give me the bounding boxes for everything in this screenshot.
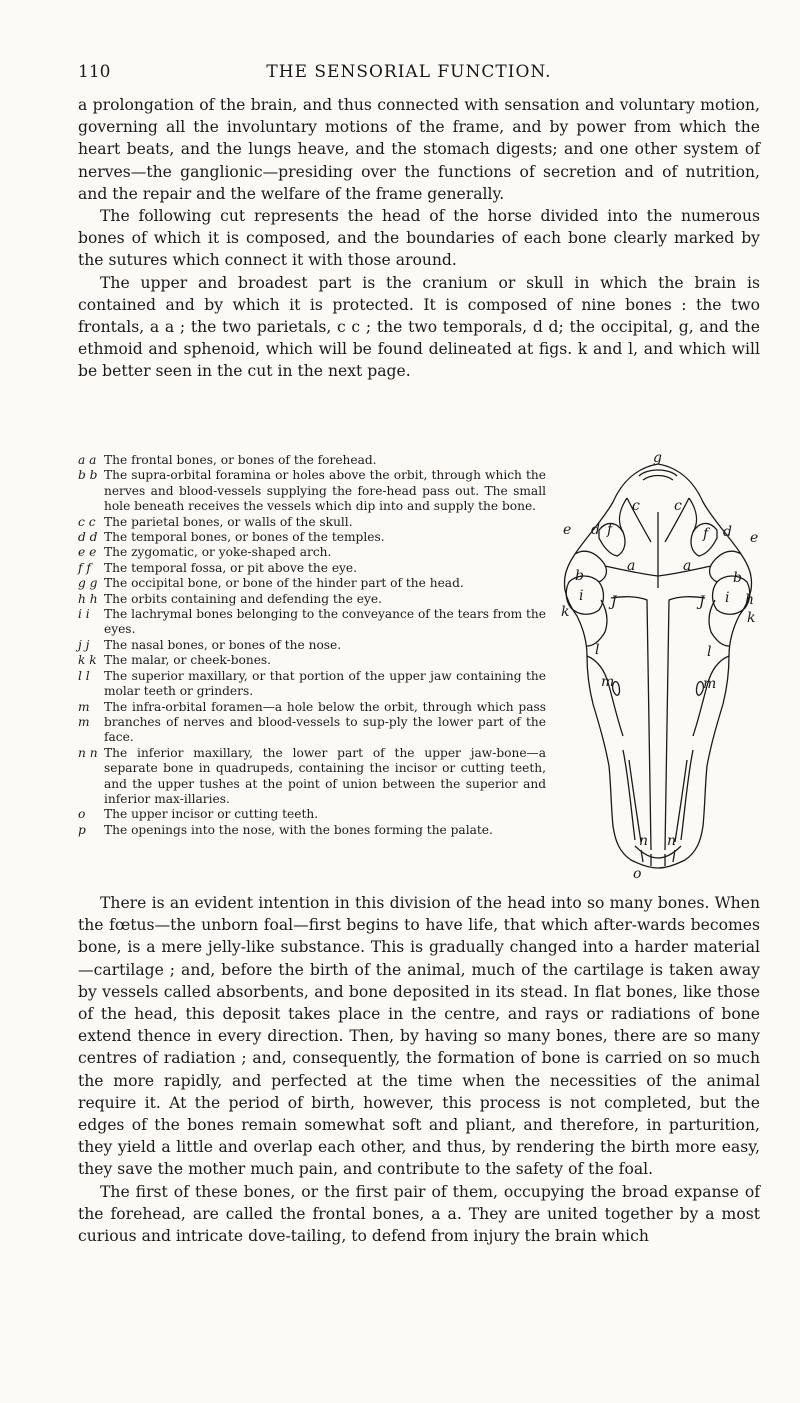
label-e-left: e <box>563 522 572 538</box>
label-k-right: k <box>747 610 756 626</box>
label-i-left: i <box>579 588 584 604</box>
legend-item <box>78 746 546 808</box>
label-c-left: c <box>632 498 640 514</box>
legend-key: k k <box>78 653 97 668</box>
legend-key: i i <box>78 607 90 622</box>
legend-item <box>78 515 546 530</box>
legend-key: n n <box>78 745 98 760</box>
incisor-teeth <box>635 846 681 866</box>
legend-text: The supra-orbital foramina or holes above the orbit, through which the nerves and blood-vessels supplying the fore-head pass out. The small hole beneath receives the vessels which dip into and supply the bone. <box>104 468 546 514</box>
nasal-suture-left <box>611 597 651 850</box>
label-m-right: m <box>703 676 717 692</box>
legend-text: The infra-orbital foramen—a hole below the orbit, through which pass branches of nerves and blood-vessels to sup-ply the lower part of the face. <box>104 699 546 745</box>
legend-key: e e <box>78 545 97 560</box>
legend-item <box>78 592 546 607</box>
legend-item <box>78 823 546 838</box>
legend-text: The orbits containing and defending the eye. <box>104 591 382 606</box>
running-title: THE SENSORIAL FUNCTION. <box>266 62 552 82</box>
label-a-left: a <box>627 558 636 574</box>
legend-item <box>78 700 546 746</box>
label-l-left: l <box>595 642 600 658</box>
body-text-top <box>78 94 760 383</box>
label-g: g <box>653 450 662 466</box>
nasal-suture-right <box>665 597 705 850</box>
legend-key: f f <box>78 560 91 575</box>
legend-item <box>78 669 546 700</box>
legend-item <box>78 545 546 560</box>
occipital-crest <box>639 470 677 480</box>
label-i-right: i <box>725 590 730 606</box>
paragraph: The following cut represents the head of the horse divided into the numerous bones of which it is composed, and the boundaries of each bone clearly marked by the sutures which connect it with those around. <box>78 207 760 270</box>
legend-key: g g <box>78 576 98 591</box>
legend-text: The zygomatic, or yoke-shaped arch. <box>104 545 332 560</box>
legend-key: d d <box>78 530 98 545</box>
figure-legend <box>78 453 546 838</box>
maxillary-suture-left <box>587 656 623 736</box>
page-header <box>78 62 740 88</box>
label-e-right: e <box>750 530 759 546</box>
paragraph: The first of these bones, or the first pair of them, occupying the broad expanse of the forehead, are called the frontal bones, a a. They are united together by a most curious and intricate dove-tailing, to defend from injury the brain which <box>78 1182 760 1246</box>
legend-text: The frontal bones, or bones of the forehead. <box>104 453 377 467</box>
incisive-right <box>675 750 693 842</box>
lachrymal-right <box>709 600 729 646</box>
legend-item <box>78 653 546 668</box>
label-l-right: l <box>707 644 712 660</box>
label-k-left: k <box>561 604 570 620</box>
legend-key: p <box>78 822 86 837</box>
legend-item <box>78 607 546 638</box>
label-m-left: m <box>601 674 615 690</box>
legend-key: c c <box>78 514 96 529</box>
paragraph: There is an evident intention in this division of the head into so many bones. When the fœtus—the unborn foal—first begins to have life, that which after-wards becomes bone, is a mere jelly-like substance. This is gradually changed into a harder material—cartilage ; and, before the birth of the animal, much of the cartilage is taken away by vessels called absorbents, and bone deposited in its stead. In flat bones, like those of the head, this deposit takes place in the centre, and rays or radiations of bone extend thence in every direction. Then, by having so many bones, there are so many centres of radiation ; and, consequently, the formation of bone is carried on so much the more rapidly, and perfected at the time when the necessities of the animal require it. At the period of birth, however, this process is not completed, but the edges of the bones remain somewhat soft and pliant, and therefore, in parturition, they yield a little and overlap each other, and thus, by rendering the birth more easy, they save the mother much pain, and contribute to the safety of the foal. <box>78 894 760 1179</box>
legend-text: The lachrymal bones belonging to the conveyance of the tears from the eyes. <box>104 607 546 637</box>
legend-text: The nasal bones, or bones of the nose. <box>104 637 342 652</box>
label-f-left: f <box>607 522 613 538</box>
legend-item <box>78 453 546 468</box>
label-n-right: n <box>667 833 677 849</box>
legend-key: l l <box>78 668 90 683</box>
legend-text: The parietal bones, or walls of the skull. <box>104 514 353 529</box>
paragraph: a prolongation of the brain, and thus connected with sensation and voluntary motion, governing all the involuntary motions of the frame, and by power from which the heart beats, and the lungs heave, and the stomach digests; and one other system of nerves—the ganglionic—presiding over the functions of secretion and of nutrition, and the repair and the welfare of the frame generally. <box>78 96 760 203</box>
legend-item <box>78 468 546 514</box>
legend-key: b b <box>78 468 98 483</box>
legend-item <box>78 807 546 822</box>
label-h: h <box>745 592 755 608</box>
legend-key: j j <box>78 637 90 652</box>
orbit-left <box>566 576 603 614</box>
legend-key: o <box>78 807 86 822</box>
legend-item <box>78 638 546 653</box>
legend-text: The upper incisor or cutting teeth. <box>104 807 319 822</box>
legend-key: h h <box>78 591 98 606</box>
legend-text: The temporal bones, or bones of the temples. <box>104 530 385 545</box>
label-b-left: b <box>575 568 584 584</box>
legend-text: The temporal fossa, or pit above the eye. <box>104 560 358 575</box>
legend-text: The occipital bone, or bone of the hinder part of the head. <box>104 576 464 591</box>
legend-item <box>78 576 546 591</box>
incisive-left <box>623 750 641 842</box>
label-d-left: d <box>591 522 600 538</box>
label-c-right: c <box>674 498 682 514</box>
label-n-left: n <box>639 833 649 849</box>
legend-item <box>78 561 546 576</box>
legend-key: m m <box>78 699 90 729</box>
legend-text: The openings into the nose, with the bones forming the palate. <box>104 822 493 837</box>
horse-skull-figure <box>547 450 769 878</box>
maxillary-suture-right <box>693 656 729 736</box>
label-j-right: J <box>699 594 705 610</box>
label-a-right: a <box>683 558 692 574</box>
label-d-right: d <box>723 524 732 540</box>
horse-skull-illustration <box>547 450 769 878</box>
body-text-bottom <box>78 892 760 1247</box>
label-j-left: J <box>611 594 617 610</box>
label-b-right: b <box>733 570 742 586</box>
lachrymal-left <box>587 600 607 646</box>
page-number: 110 <box>78 62 111 82</box>
legend-text: The superior maxillary, or that portion of the upper jaw containing the molar teeth or grinders. <box>104 668 546 699</box>
legend-text: The inferior maxillary, the lower part of the upper jaw-bone—a separate bone in quadrupeds, containing the incisor or cutting teeth, and the upper tushes at the point of union between the superior and inferior max-illaries. <box>104 745 546 806</box>
paragraph: The upper and broadest part is the cranium or skull in which the brain is contained and by which it is protected. It is composed of nine bones : the two frontals, a a ; the two parietals, c c ; the two temporals, d d; the occipital, g, and the ethmoid and sphenoid, which will be found delineated at figs. k and l, and which will be better seen in the cut in the next page. <box>78 273 760 381</box>
label-f-right: f <box>703 526 709 542</box>
legend-key: a a <box>78 453 97 467</box>
label-o: o <box>633 866 642 878</box>
legend-text: The malar, or cheek-bones. <box>104 653 272 668</box>
legend-item <box>78 530 546 545</box>
